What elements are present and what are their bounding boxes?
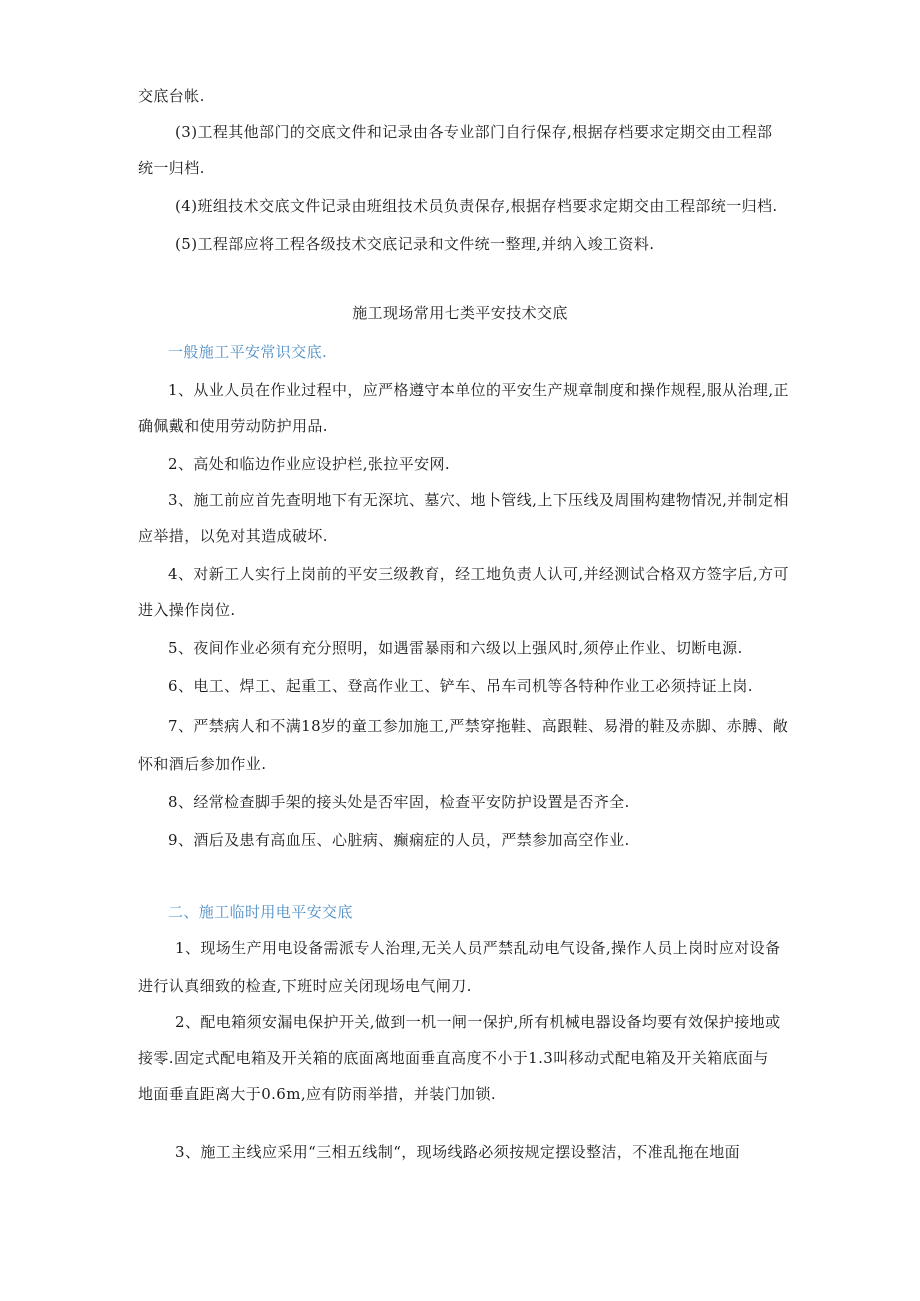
section1-line: 2、高处和临边作业应设护栏,张拉平安网. <box>168 455 451 473</box>
section1-line: 6、电工、焊工、起重工、登高作业工、铲车、吊车司机等各特种作业工必须持证上岗. <box>168 677 753 695</box>
section1-line: 5、夜间作业必须有充分照明，如遇雷暴雨和六级以上强风时,须停止作业、切断电源. <box>168 639 743 657</box>
section2-line: 进行认真细致的检查,下班时应关闭现场电气闸刀. <box>138 977 472 995</box>
section1-line: 进入操作岗位. <box>138 601 236 619</box>
doc-title: 施工现场常用七类平安技术交底 <box>352 304 568 322</box>
section1-line: 应举措，以免对其造成破坏. <box>138 527 328 545</box>
intro-line-3: 统一归档. <box>138 159 205 177</box>
section1-line: 怀和酒后参加作业. <box>138 755 267 773</box>
section1-heading: 一般施工平安常识交底. <box>168 343 328 361</box>
section1-line: 4、对新工人实行上岗前的平安三级教育，经工地负责人认可,并经测试合格双方签字后,方可 <box>168 565 789 583</box>
section1-line: 3、施工前应首先查明地下有无深坑、墓穴、地卜管线,上下压线及周围构建物情况,并制定相 <box>168 491 789 509</box>
intro-line-2: (3)工程其他部门的交底文件和记录由各专业部门自行保存,根据存档要求定期交由工程部 <box>175 123 773 141</box>
intro-line-4: (4)班组技术交底文件记录由班组技术员负责保存,根据存档要求定期交由工程部统一归档. <box>175 197 778 215</box>
section1-line: 7、严禁病人和不满18岁的童工参加施工,严禁穿拖鞋、高跟鞋、易滑的鞋及赤脚、赤膊、敞 <box>168 717 789 735</box>
section1-line: 9、酒后及患有高血压、心脏病、癫痫症的人员，严禁参加高空作业. <box>168 831 630 849</box>
intro-line-1: 交底台帐. <box>138 87 205 105</box>
section1-line: 1、从业人员在作业过程中，应严格遵守本单位的平安生产规章制度和操作规程,服从治理,正 <box>168 381 789 399</box>
section2-line: 1、现场生产用电设备需派专人治理,无关人员严禁乱动电气设备,操作人员上岗时应对设备 <box>175 939 781 957</box>
section1-line: 确佩戴和使用劳动防护用品. <box>138 417 328 435</box>
section2-line: 3、施工主线应采用“三相五线制“，现场线路必须按规定摆设整洁，不准乱拖在地面 <box>175 1143 741 1161</box>
intro-line-5: (5)工程部应将工程各级技术交底记录和文件统一整理,并纳入竣工资料. <box>175 235 655 253</box>
section2-line: 2、配电箱须安漏电保护开关,做到一机一闸一保护,所有机械电器设备均要有效保护接地或 <box>175 1013 781 1031</box>
section2-heading: 二、施工临时用电平安交底 <box>168 903 353 921</box>
section2-line: 接零.固定式配电箱及开关箱的底面离地面垂直高度不小于1.3叫移动式配电箱及开关箱底面与 <box>138 1049 769 1067</box>
section2-line: 地面垂直距离大于0.6m,应有防雨举措，并装门加锁. <box>138 1085 497 1103</box>
section1-line: 8、经常检查脚手架的接头处是否牢固，检查平安防护设置是否齐全. <box>168 793 630 811</box>
